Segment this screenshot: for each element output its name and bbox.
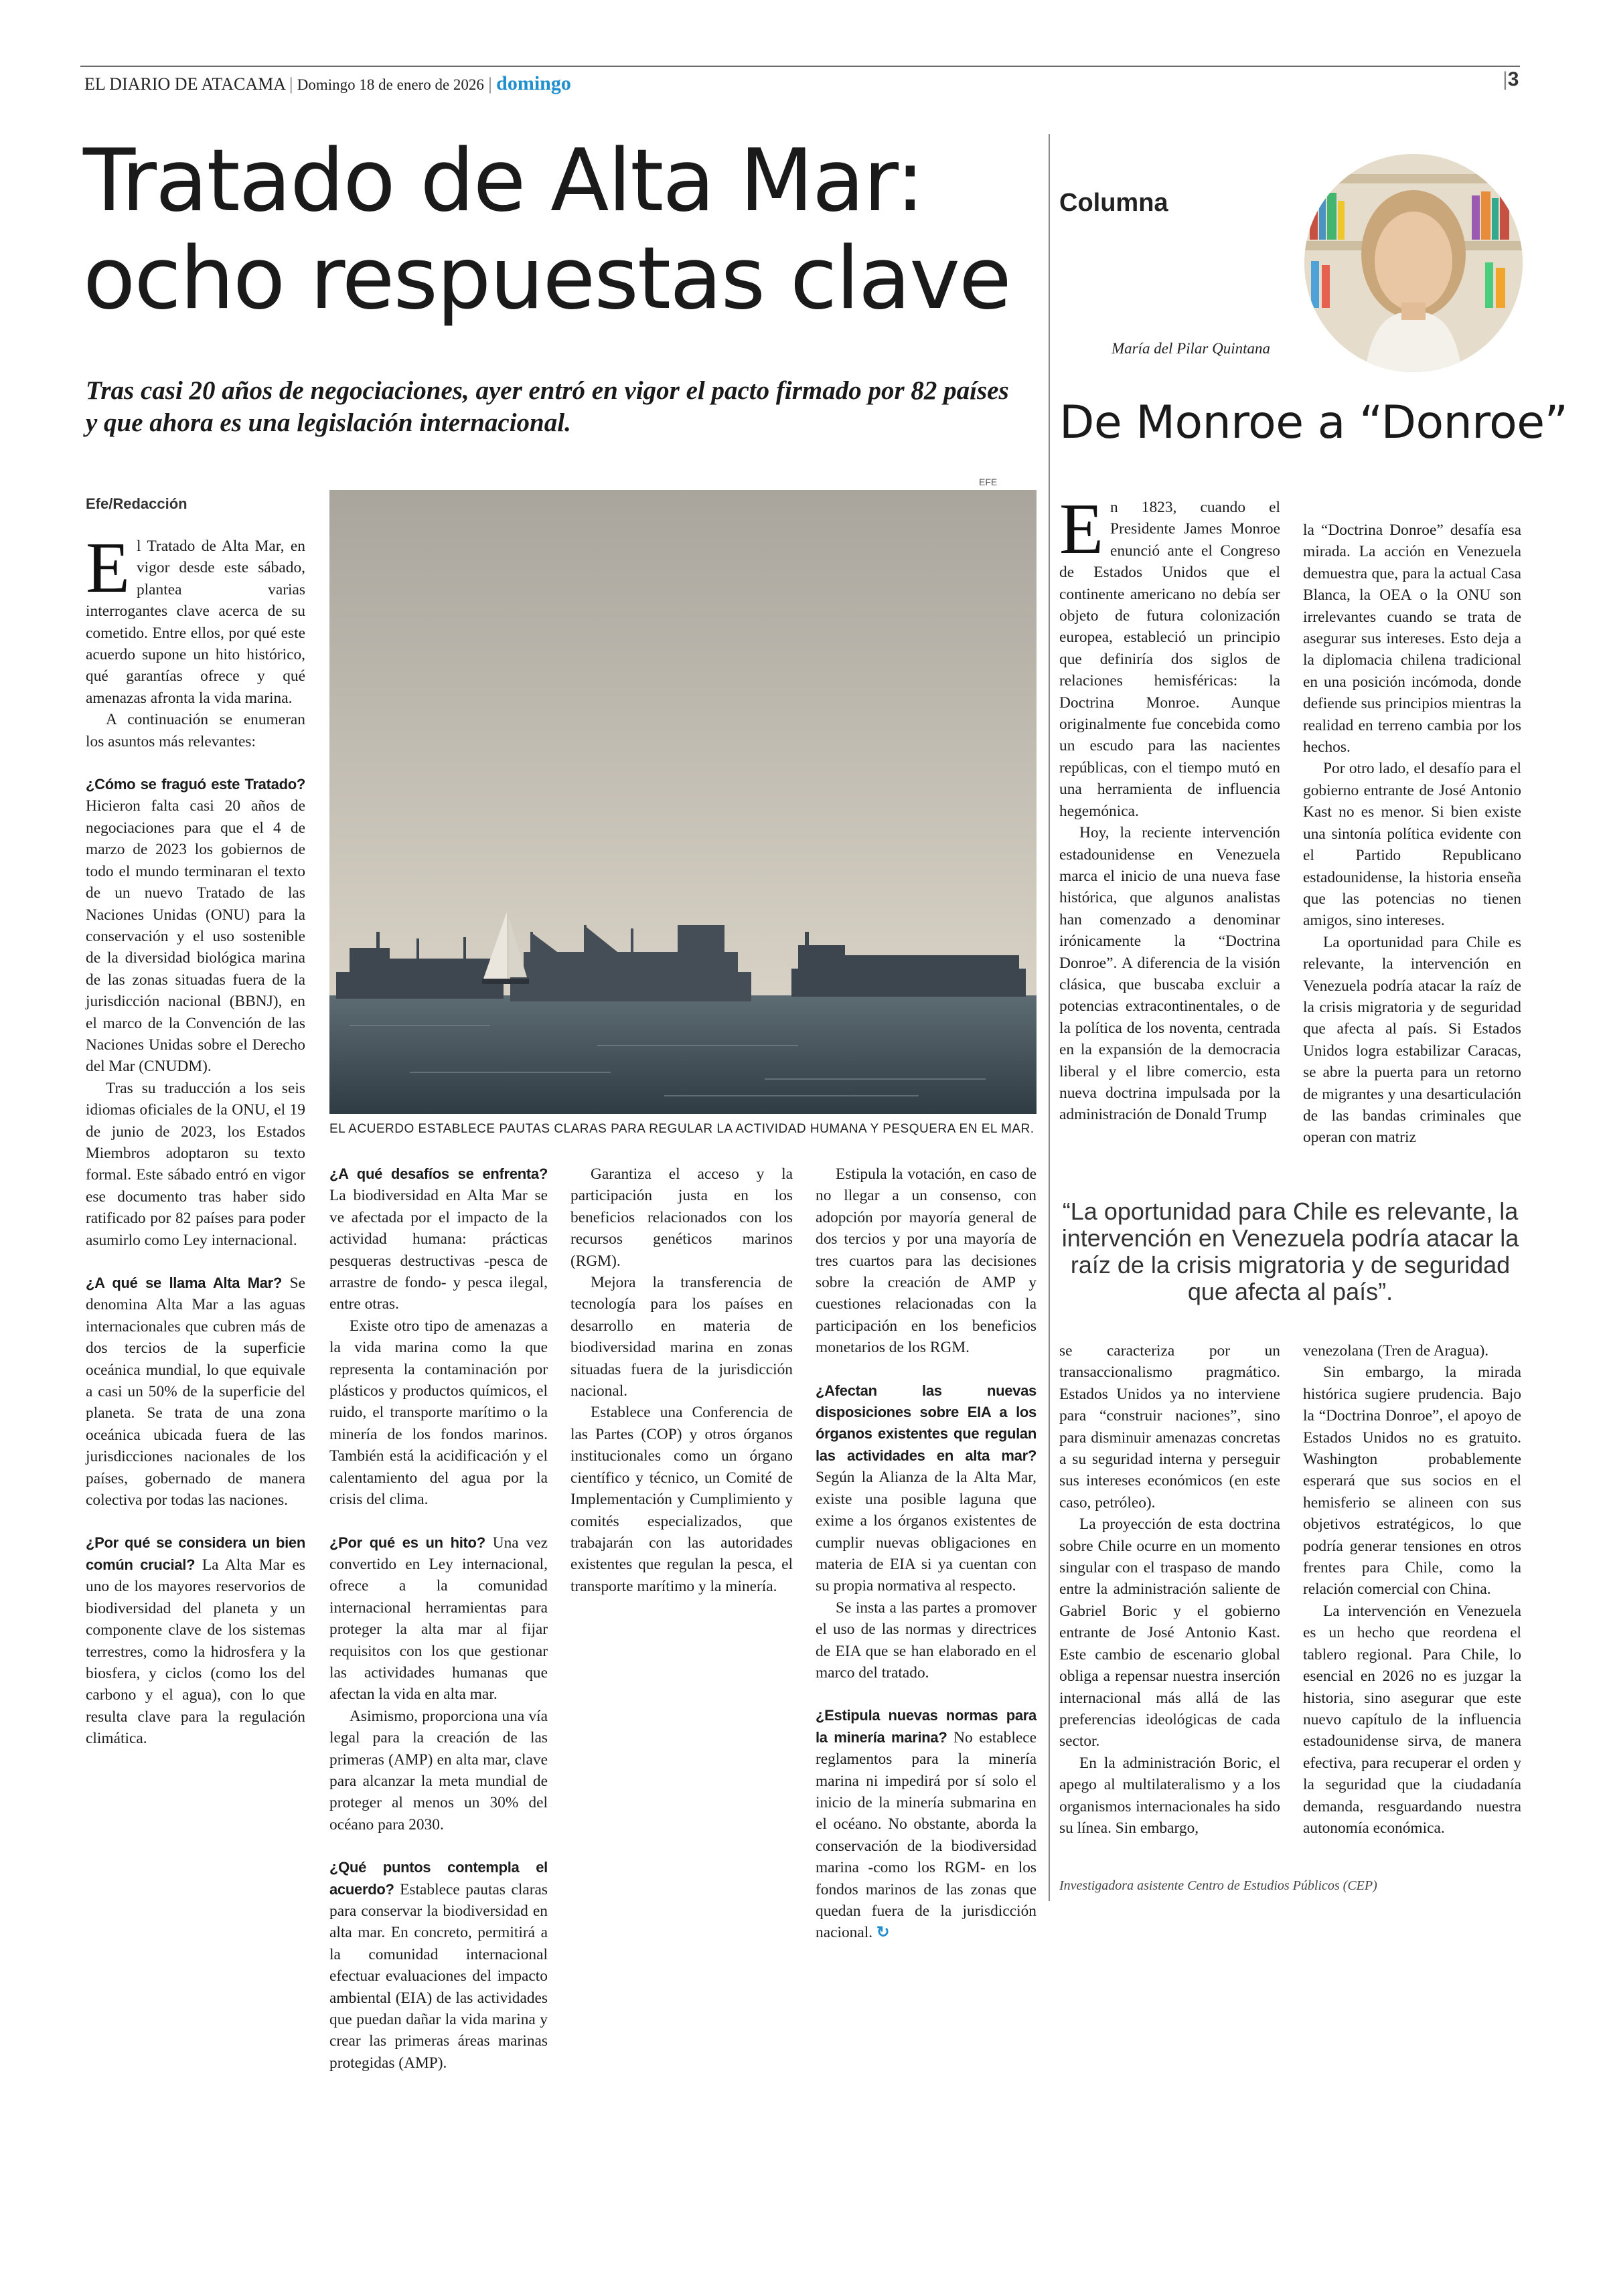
column-label: Columna [1059, 189, 1168, 217]
article-q1-block [86, 774, 305, 1078]
answer-5-p1: Una vez convertido en Ley internacional, ofrece a la comunidad internacional herramientas para proteger la alta mar al fijar requisitos con los que gestionar las actividades humanas que afectan la vida en alta mar. [329, 1534, 548, 1704]
column-p10: Sin embargo, la mirada histórica sugiere prudencia. Bajo la “Doctrina Donroe”, el apoyo de Estados Unidos no es gratuito. Washington probablemente esperará que sus socios en el hemisferio se alineen con sus objetivos estratégicos, lo que podría generar tensiones en otros frentes para Chile, como la relación comercial con China. [1303, 1364, 1521, 1598]
article-q2-block [86, 1273, 305, 1511]
answer-6-p3: Mejora la transferencia de tecnología para los países en desarrollo en materia de biodiversidad marina en zonas situadas fuera de la jurisdicción nacional. [570, 1274, 793, 1400]
answer-1-p1: Hicieron falta casi 20 años de negociaciones para que el 4 de marzo de 2023 los gobiernos de todo el mundo terminaran el texto de un nuevo Tratado de las Naciones Unidas (ONU) para la conservación y el uso sostenible de la diversidad biológica marina de las zonas situadas fuera de la jurisdicción nacional (BBNJ), en el marco de la Convención de las Naciones Unidas sobre el Derecho del Mar (CNUDM). [86, 797, 305, 1076]
answer-8: No establece reglamentos para la minería marina ni impedirá por sí solo el inicio de la minería submarina en el océano. No obstante, aborda la conservación de la biodiversidad marina -como los RGM- en los fondos marinos de las zonas que quedan fuera de la jurisdicción nacional. [816, 1728, 1037, 1942]
pull-quote: “La oportunidad para Chile es relevante, la intervención en Venezuela podría atacar la raíz de la crisis migratoria y de seguridad que afecta al país”. [1061, 1198, 1519, 1305]
column-p9: venezolana (Tren de Aragua). [1303, 1342, 1489, 1360]
column-p6: se caracteriza por un transaccionalismo pragmático. Estados Unidos ya no interviene para “construir naciones”, sino para disminuir amenazas concretas a su seguridad interna y perseguir sus intereses económicos (en este caso, petróleo). [1059, 1342, 1280, 1511]
author-portrait-image [1304, 154, 1523, 372]
ships-at-sea-image [329, 490, 1037, 1114]
answer-6-p5: Estipula la votación, en caso de no llegar a un consenso, con adopción por mayoría general de dos tercios y por una mayoría de tres cuartos para las decisiones sobre la creación de AMP y cuestiones relacionadas con la participación en los beneficios monetarios de los RGM. [816, 1165, 1037, 1357]
column-text-1 [1059, 489, 1280, 1126]
answer-4-p1: La biodiversidad en Alta Mar se ve afectada por el impacto de la actividad humana: prácticas pesqueras destructivas -pesca de arrastre de fondo- y pesca ilegal, entre otras. [329, 1187, 548, 1313]
column-text-3 [1059, 1340, 1280, 1839]
answer-4-p2: Existe otro tipo de amenazas a la vida marina como la que representa la contaminación por plásticos y productos químicos, el ruido, el transporte marítimo o la minería de los fondos marinos. También está la acidificación y el calentamiento del agua por la crisis del clima. [329, 1317, 548, 1509]
column-title: De Monroe a “Donroe” [1059, 396, 1568, 449]
subheadline: Tras casi 20 años de negociaciones, ayer entró en vigor el pacto firmado por 82 países y que ahora es una legislación internacional. [86, 376, 1009, 437]
answer-7-p1: Según la Alianza de la Alta Mar, existe una posible laguna que exime a los órganos existentes de cumplir nuevas obligaciones en materia de EIA si ya cuentan con su propia normativa al respecto. [816, 1469, 1037, 1595]
column-p11: La intervención en Venezuela es un hecho que reordena el tablero regional. Para Chile, lo esencial en 2026 no es juzgar la historia, sino asegurar que este nuevo capítulo de la influencia estadounidense sirva, de manera efectiva, para recuperar el orden y la seguridad que la ciudadanía demanda, resguardando nuestra autonomía económica. [1303, 1602, 1521, 1837]
column-dropcap: E [1059, 489, 1103, 569]
answer-7-p2: Se insta a las partes a promover el uso de las normas y directrices de EIA que se han elaborado en el marco del tratado. [816, 1598, 1037, 1682]
answer-3: La Alta Mar es uno de los mayores reservorios de biodiversidad del planeta y un componente clave de los sistemas terrestres, como la hidrosfera y la biosfera, y ciclos (como los del carbono y el agua), con lo que resulta clave para la regulación climática. [86, 1556, 305, 1748]
article-column-4 [816, 1163, 1037, 1944]
column-text-2 [1303, 519, 1521, 1149]
answer-2: Se denomina Alta Mar a las aguas internacionales que cubren más de dos tercios de la superficie oceánica mundial, lo que equivale a casi un 50% de la superficie del planeta. Se trata de una zona oceánica ubicada fuera de las jurisdicciones nacionales de los países, gobernado de manera colectiva por todas las naciones. [86, 1275, 306, 1509]
article-column-3 [570, 1163, 793, 1597]
column-p5: La oportunidad para Chile es relevante, la intervención en Venezuela podría atacar la raíz de la crisis migratoria y de seguridad que afecta al país. Si Estados Unidos logra estabilizar Caracas, se abre la puerta para un retorno de migrantes y una desarticulación de las bandas criminales que operan con matriz [1303, 933, 1521, 1147]
question-2: ¿A qué se llama Alta Mar? [86, 1275, 283, 1291]
column-divider [1049, 134, 1050, 1901]
question-3: ¿Por qué se considera un bien común crucial? [86, 1534, 305, 1573]
column-p4: Por otro lado, el desafío para el gobierno entrante de José Antonio Kast no es menor. Si bien existe una sintonía política evidente con el Partido Republicano estadounidense, la historia enseña que las potencias no tienen amigos, sino intereses. [1303, 760, 1521, 930]
question-1: ¿Cómo se fraguó este Tratado? [86, 776, 305, 793]
article-intro-p1: l Tratado de Alta Mar, en vigor desde este sábado, plantea varias interrogantes clave acerca de su cometido. Entre ellos, por qué este acuerdo supone un hito histórico, qué garantías ofrece y qué amenazas afronta la vida marina. [86, 538, 305, 707]
article-q3-block [86, 1532, 305, 1749]
column-p3: la “Doctrina Donroe” desafía esa mirada. La acción en Venezuela demuestra que, para la actual Casa Blanca, la OEA o la ONU son irrelevantes cuando se trata de asegurar sus intereses. Esto deja a la diplomacia chilena tradicional en una posición incómoda, donde defiende sus principios mientras la realidad en terreno cambia por los hechos. [1303, 521, 1521, 756]
question-5: ¿Por qué es un hito? [329, 1534, 485, 1551]
headline-line-1: Tratado de Alta Mar: [83, 131, 923, 231]
question-4: ¿A qué desafíos se enfrenta? [329, 1165, 548, 1182]
page-number: |3 [1503, 68, 1519, 90]
masthead: EL DIARIO DE ATACAMA | Domingo 18 de enero de 2026 | domingo [84, 72, 571, 94]
article-photo [329, 490, 1037, 1114]
column-p1: n 1823, cuando el Presidente James Monroe enunció ante el Congreso de Estados Unidos que el continente americano no debía ser objeto de futura colonización europea, estableció un principio que definiría dos siglos de relaciones hemisféricas: la Doctrina Monroe. Aunque originalmente fue concebida como un escudo para las nacientes repúblicas, con el tiempo mutó en una herramienta de influencia hegemónica. [1059, 499, 1280, 820]
author-avatar [1304, 154, 1523, 372]
answer-5-p2: Asimismo, proporciona una vía legal para la creación de las primeras (AMP) en alta mar, clave para alcanzar la meta mundial de proteger al menos un 30% del océano para 2030. [329, 1707, 548, 1833]
issue-date: Domingo 18 de enero de 2026 [297, 76, 484, 93]
answer-1-p2: Tras su traducción a los seis idiomas oficiales de la ONU, el 19 de junio de 2023, los Estados Miembros adoptaron su texto formal. Este sábado entró en vigor ese documento tras haber sido ratificado por 82 países para poder asumirlo como Ley internacional. [86, 1079, 305, 1249]
article-column-1 [86, 528, 306, 1750]
column-p7: La proyección de esta doctrina sobre Chile ocurre en un momento singular con el traspaso de mando entre la administración saliente de Gabriel Boric y el gobierno entrante de José Antonio Kast. Este cambio de escenario global obliga a repensar nuestra inserción internacional más allá de las preferencias ideológicas de cada sector. [1059, 1515, 1280, 1750]
column-p2: Hoy, la reciente intervención estadounidense en Venezuela marca el inicio de una nueva fase histórica, que algunos analistas han comenzado a denominar irónicamente la “Doctrina Donroe”. A diferencia de la visión clásica, que buscaba excluir a potencias extracontinentales, o de la política de los noventa, centrada en la expansión de la democracia liberal y el libre comercio, esta nueva doctrina impulsada por la administración de Donald Trump [1059, 824, 1280, 1124]
article-intro-p2: A continuación se enumeran los asuntos más relevantes: [86, 711, 305, 750]
article-column-2 [329, 1163, 548, 2074]
column-p8: En la administración Boric, el apego al multilateralismo y a los organismos internacionales ha sido su línea. Sin embargo, [1059, 1754, 1280, 1837]
photo-credit: EFE [979, 477, 998, 487]
section-name: domingo [496, 72, 571, 94]
column-text-4 [1303, 1340, 1521, 1839]
headline [83, 133, 1010, 328]
column-author: María del Pilar Quintana [1112, 340, 1271, 357]
end-mark-icon: ↻ [872, 1924, 890, 1942]
headline-line-2: ocho respuestas clave [83, 229, 1010, 329]
newspaper-name: EL DIARIO DE ATACAMA [84, 74, 285, 94]
article-dropcap: E [86, 528, 130, 608]
question-6: ¿Qué puntos contempla el acuerdo? [329, 1859, 548, 1898]
byline: Efe/Redacción [86, 495, 187, 512]
question-7: ¿Afectan las nuevas disposiciones sobre EIA a los órganos existentes que regulan las actividades en alta mar? [816, 1382, 1037, 1464]
photo-caption: EL ACUERDO ESTABLECE PAUTAS CLARAS PARA REGULAR LA ACTIVIDAD HUMANA Y PESQUERA EN EL MAR. [329, 1122, 1035, 1136]
header-rule-top [80, 66, 1520, 67]
answer-6-p1: Establece pautas claras para conservar la biodiversidad en alta mar. En concreto, permitirá a la comunidad internacional efectuar evaluaciones del impacto ambiental (EIA) de las actividades que puedan dañar la vida marina y crear las primeras áreas marinas protegidas (AMP). [329, 1880, 548, 2072]
question-8: ¿Estipula nuevas normas para la minería marina? [816, 1707, 1037, 1746]
answer-6-p2: Garantiza el acceso y la participación justa en los beneficios relacionados con los recursos genéticos marinos (RGM). [570, 1165, 793, 1270]
answer-6-p4: Establece una Conferencia de las Partes (COP) y otros órganos institucionales como un órgano científico y técnico, un Comité de Implementación y Cumplimiento y comités especializados, que trabajarán con las autoridades existentes que regulan la pesca, el transporte marítimo y la minería. [570, 1404, 793, 1595]
author-note: Investigadora asistente Centro de Estudios Públicos (CEP) [1059, 1878, 1377, 1893]
